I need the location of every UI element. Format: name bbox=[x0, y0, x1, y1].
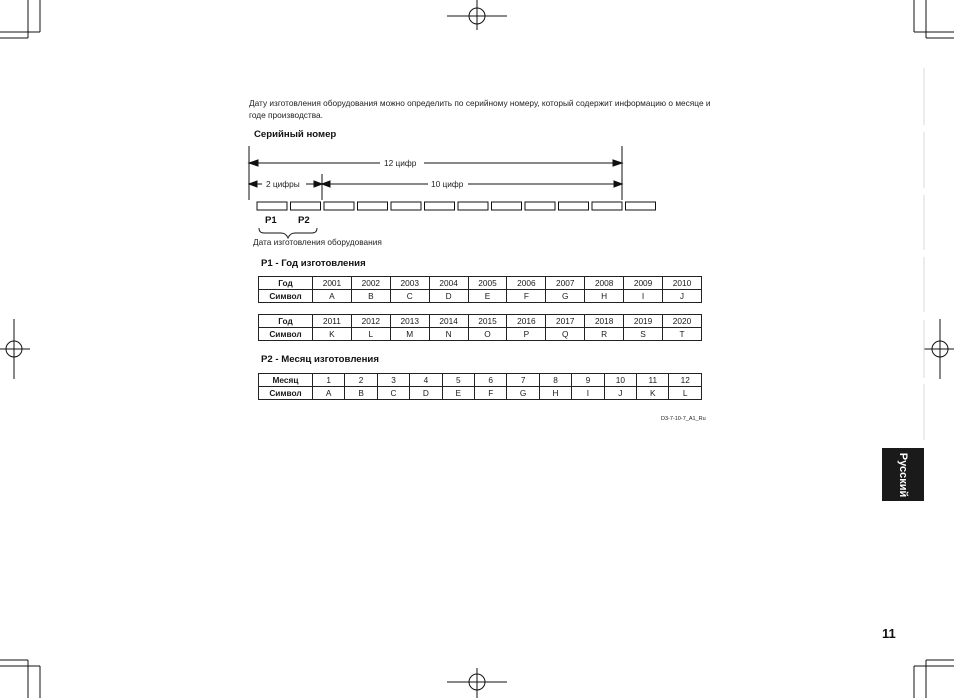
year-cell: 2015 bbox=[468, 315, 507, 328]
symbol-cell: P bbox=[507, 328, 546, 341]
month-cell: 7 bbox=[507, 374, 539, 387]
row-label-symbol: Символ bbox=[259, 290, 313, 303]
year-cell: 2008 bbox=[585, 277, 624, 290]
symbol-cell: C bbox=[390, 290, 429, 303]
month-heading: P2 - Месяц изготовления bbox=[261, 354, 379, 365]
symbol-cell: R bbox=[585, 328, 624, 341]
page-number: 11 bbox=[882, 626, 896, 641]
symbol-cell: J bbox=[604, 387, 636, 400]
month-cell: 3 bbox=[377, 374, 409, 387]
symbol-cell: B bbox=[345, 387, 377, 400]
table-row bbox=[259, 374, 702, 387]
label-p2: P2 bbox=[298, 215, 310, 226]
symbol-cell: K bbox=[637, 387, 669, 400]
symbol-cell: O bbox=[468, 328, 507, 341]
year-table-1 bbox=[258, 276, 702, 303]
symbol-cell: F bbox=[507, 290, 546, 303]
year-cell: 2006 bbox=[507, 277, 546, 290]
symbol-cell: E bbox=[442, 387, 474, 400]
month-cell: 1 bbox=[313, 374, 345, 387]
serial-heading: Серийный номер bbox=[254, 129, 337, 140]
symbol-cell: E bbox=[468, 290, 507, 303]
month-cell: 6 bbox=[475, 374, 507, 387]
year-cell: 2014 bbox=[429, 315, 468, 328]
symbol-cell: N bbox=[429, 328, 468, 341]
intro-paragraph: Дату изготовления оборудования можно определить по серийному номеру, который содержит информацию о месяце и годе производства. bbox=[249, 98, 711, 120]
year-cell: 2013 bbox=[390, 315, 429, 328]
month-cell: 4 bbox=[410, 374, 442, 387]
label-10-digits: 10 цифр bbox=[431, 179, 464, 189]
month-cell: 8 bbox=[539, 374, 571, 387]
symbol-cell: L bbox=[669, 387, 702, 400]
year-cell: 2011 bbox=[313, 315, 352, 328]
year-cell: 2004 bbox=[429, 277, 468, 290]
month-cell: 2 bbox=[345, 374, 377, 387]
row-label-symbol: Символ bbox=[259, 387, 313, 400]
year-cell: 2017 bbox=[546, 315, 585, 328]
symbol-cell: L bbox=[351, 328, 390, 341]
row-label-month: Месяц bbox=[259, 374, 313, 387]
symbol-cell: I bbox=[624, 290, 663, 303]
row-label-year: Год bbox=[259, 277, 313, 290]
symbol-cell: H bbox=[539, 387, 571, 400]
symbol-cell: D bbox=[429, 290, 468, 303]
table-row bbox=[259, 277, 702, 290]
language-tab bbox=[882, 448, 924, 501]
year-cell: 2005 bbox=[468, 277, 507, 290]
table-row bbox=[259, 315, 702, 328]
month-cell: 5 bbox=[442, 374, 474, 387]
year-cell: 2019 bbox=[624, 315, 663, 328]
label-p1: P1 bbox=[265, 215, 277, 226]
year-cell: 2002 bbox=[351, 277, 390, 290]
symbol-cell: A bbox=[313, 290, 352, 303]
year-cell: 2020 bbox=[663, 315, 702, 328]
label-2-digits: 2 цифры bbox=[266, 179, 300, 189]
month-cell: 10 bbox=[604, 374, 636, 387]
symbol-cell: I bbox=[572, 387, 604, 400]
table-row bbox=[259, 328, 702, 341]
symbol-cell: K bbox=[313, 328, 352, 341]
symbol-cell: D bbox=[410, 387, 442, 400]
symbol-cell: S bbox=[624, 328, 663, 341]
symbol-cell: A bbox=[313, 387, 345, 400]
symbol-cell: B bbox=[351, 290, 390, 303]
year-heading: P1 - Год изготовления bbox=[261, 258, 366, 269]
symbol-cell: J bbox=[663, 290, 702, 303]
symbol-cell: C bbox=[377, 387, 409, 400]
row-label-year: Год bbox=[259, 315, 313, 328]
symbol-cell: H bbox=[585, 290, 624, 303]
table-row bbox=[259, 290, 702, 303]
year-cell: 2016 bbox=[507, 315, 546, 328]
symbol-cell: G bbox=[546, 290, 585, 303]
document-id: D3-7-10-7_A1_Ru bbox=[661, 416, 706, 422]
year-cell: 2018 bbox=[585, 315, 624, 328]
month-cell: 9 bbox=[572, 374, 604, 387]
symbol-cell: T bbox=[663, 328, 702, 341]
year-cell: 2003 bbox=[390, 277, 429, 290]
symbol-cell: F bbox=[475, 387, 507, 400]
month-cell: 12 bbox=[669, 374, 702, 387]
year-cell: 2007 bbox=[546, 277, 585, 290]
table-row bbox=[259, 387, 702, 400]
symbol-cell: Q bbox=[546, 328, 585, 341]
month-cell: 11 bbox=[637, 374, 669, 387]
month-table bbox=[258, 373, 702, 400]
year-cell: 2009 bbox=[624, 277, 663, 290]
row-label-symbol: Символ bbox=[259, 328, 313, 341]
year-table-2 bbox=[258, 314, 702, 341]
symbol-cell: G bbox=[507, 387, 539, 400]
label-12-digits: 12 цифр bbox=[384, 158, 417, 168]
language-tab-label: Русский bbox=[897, 452, 909, 497]
symbol-cell: M bbox=[390, 328, 429, 341]
year-cell: 2012 bbox=[351, 315, 390, 328]
year-cell: 2001 bbox=[313, 277, 352, 290]
year-cell: 2010 bbox=[663, 277, 702, 290]
date-caption: Дата изготовления оборудования bbox=[253, 237, 382, 247]
